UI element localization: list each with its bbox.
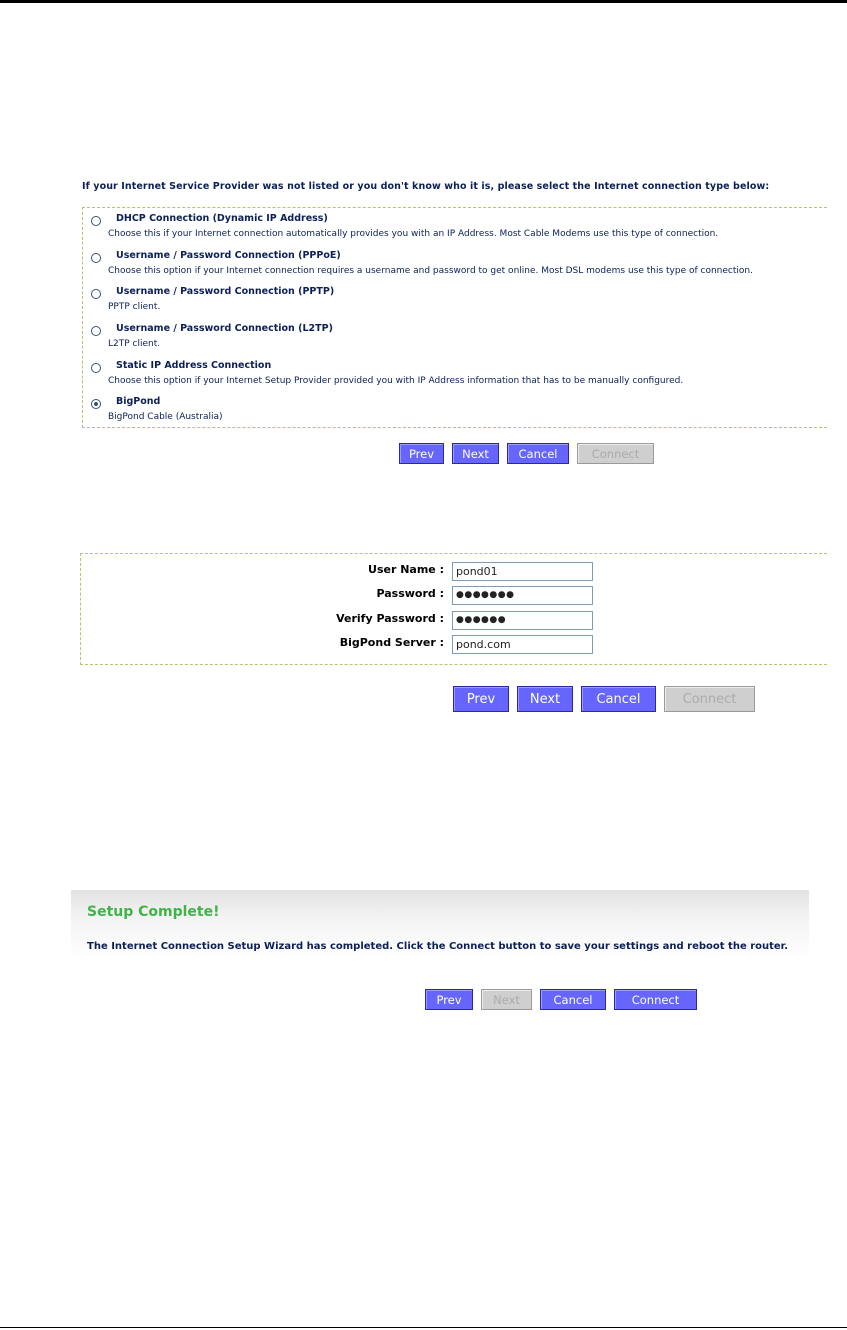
option-bigpond[interactable] (83, 391, 828, 427)
prev-button[interactable]: Prev (425, 989, 473, 1010)
top-rule (0, 0, 847, 3)
option-static-ip[interactable] (83, 355, 828, 391)
cancel-button[interactable]: Cancel (581, 686, 656, 712)
option-desc: BigPond Cable (Australia) (108, 412, 223, 422)
connection-type-heading: If your Internet Service Provider was not listed or you don't know who it is, please select the Internet connection type below: (82, 181, 770, 192)
radio-pppoe[interactable] (91, 253, 101, 263)
option-title: Username / Password Connection (PPPoE) (116, 250, 341, 261)
verify-password-label: Verify Password : (336, 612, 444, 625)
radio-dhcp[interactable] (91, 216, 101, 226)
connect-button[interactable]: Connect (614, 989, 697, 1010)
option-desc: Choose this option if your Internet connection requires a username and password to get online. Most DSL modems use this type of connection. (108, 266, 753, 276)
bigpond-server-input[interactable]: pond.com (452, 635, 593, 654)
radio-bigpond[interactable] (91, 399, 101, 409)
verify-password-input[interactable]: ●●●●●● (452, 611, 593, 630)
username-input[interactable]: pond01 (452, 562, 593, 581)
connect-button-disabled: Connect (577, 443, 654, 464)
password-label: Password : (376, 587, 444, 600)
option-title: BigPond (116, 396, 161, 407)
option-desc: PPTP client. (108, 302, 161, 312)
option-desc: L2TP client. (108, 339, 161, 349)
option-title: Username / Password Connection (L2TP) (116, 323, 333, 334)
option-desc: Choose this if your Internet connection automatically provides you with an IP Address. Most Cable Modems use this type of connection. (108, 229, 719, 239)
option-title: Username / Password Connection (PPTP) (116, 286, 335, 297)
connection-type-list (82, 207, 827, 428)
radio-l2tp[interactable] (91, 326, 101, 336)
connect-button-disabled: Connect (664, 686, 755, 712)
bigpond-server-label: BigPond Server : (339, 636, 444, 649)
option-l2tp[interactable] (83, 318, 828, 354)
cancel-button[interactable]: Cancel (507, 443, 569, 464)
radio-pptp[interactable] (91, 289, 101, 299)
radio-static-ip[interactable] (91, 363, 101, 373)
bottom-rule (0, 1327, 847, 1328)
next-button[interactable]: Next (517, 686, 573, 712)
username-label: User Name : (368, 563, 444, 576)
next-button[interactable]: Next (452, 443, 499, 464)
setup-complete-message: The Internet Connection Setup Wizard has completed. Click the Connect button to save your settings and reboot the router. (87, 941, 788, 952)
password-input[interactable]: ●●●●●●● (452, 586, 593, 605)
cancel-button[interactable]: Cancel (540, 989, 606, 1010)
option-dhcp[interactable] (83, 208, 828, 244)
option-desc: Choose this option if your Internet Setup Provider provided you with IP Address information that has to be manually configured. (108, 376, 684, 386)
next-button-disabled: Next (481, 989, 532, 1010)
option-title: DHCP Connection (Dynamic IP Address) (116, 213, 328, 224)
setup-complete-title: Setup Complete! (87, 904, 220, 920)
option-pppoe[interactable] (83, 245, 828, 281)
option-pptp[interactable] (83, 281, 828, 317)
prev-button[interactable]: Prev (399, 443, 444, 464)
prev-button[interactable]: Prev (453, 686, 509, 712)
option-title: Static IP Address Connection (116, 360, 272, 371)
